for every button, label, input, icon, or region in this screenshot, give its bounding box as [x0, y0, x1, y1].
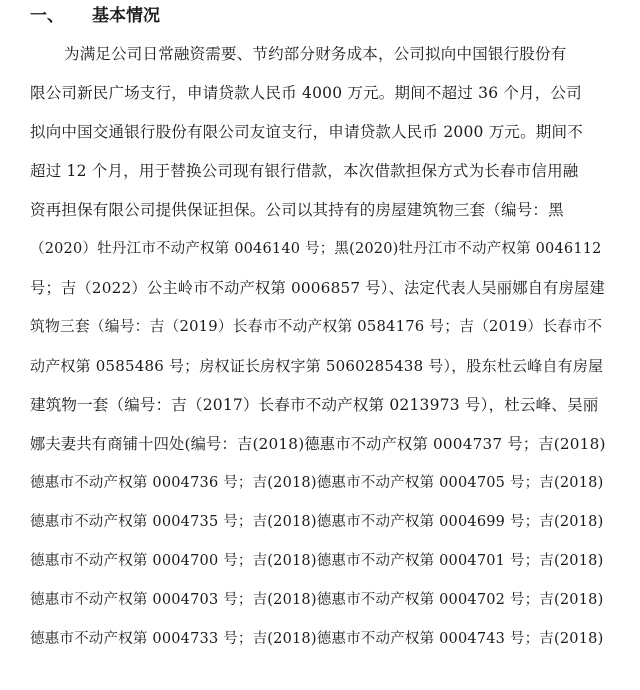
section-number: 一、	[30, 6, 64, 26]
paragraph-line: （2020）牡丹江市不动产权第 0046140 号；黑(2020)牡丹江市不动产权第 0046112	[30, 241, 602, 257]
paragraph-line: 号；吉（2022）公主岭市不动产权第 0006857 号）、法定代表人吴丽娜自有房屋建	[30, 279, 605, 297]
paragraph-line: 动产权第 0585486 号；房权证长房权字第 5060285438 号），股东杜云峰自有房屋	[30, 357, 604, 375]
paragraph-line: 娜夫妻共有商铺十四处(编号：吉(2018)德惠市不动产权第 0004737 号；吉(2018)	[30, 435, 606, 453]
paragraph-line: 建筑物一套（编号：吉（2017）长春市不动产权第 0213973 号），杜云峰、吴丽	[30, 396, 599, 414]
paragraph-line: 拟向中国交通银行股份有限公司友谊支行，申请贷款人民币 2000 万元。期间不	[30, 123, 583, 141]
section-title: 基本情况	[92, 6, 160, 26]
paragraph-line: 筑物三套（编号：吉（2019）长春市不动产权第 0584176 号；吉（2019）长春市不	[30, 318, 603, 335]
paragraph-line: 超过 12 个月，用于替换公司现有银行借款，本次借款担保方式为长春市信用融	[30, 162, 579, 180]
section-heading	[30, 2, 160, 30]
paragraph-line: 德惠市不动产权第 0004733 号；吉(2018)德惠市不动产权第 0004743 号；吉(2018)	[30, 631, 604, 647]
paragraph-line: 限公司新民广场支行，申请贷款人民币 4000 万元。期间不超过 36 个月，公司	[30, 84, 582, 102]
paragraph-line: 为满足公司日常融资需要、节约部分财务成本，公司拟向中国银行股份有	[64, 45, 567, 63]
paragraph-line: 德惠市不动产权第 0004700 号；吉(2018)德惠市不动产权第 0004701 号；吉(2018)	[30, 553, 604, 569]
paragraph-line: 德惠市不动产权第 0004735 号；吉(2018)德惠市不动产权第 0004699 号；吉(2018)	[30, 514, 604, 530]
paragraph-line: 德惠市不动产权第 0004703 号；吉(2018)德惠市不动产权第 0004702 号；吉(2018)	[30, 592, 604, 608]
paragraph-line: 德惠市不动产权第 0004736 号；吉(2018)德惠市不动产权第 0004705 号；吉(2018)	[30, 475, 604, 491]
paragraph-line: 资再担保有限公司提供保证担保。公司以其持有的房屋建筑物三套（编号：黑	[30, 201, 564, 219]
